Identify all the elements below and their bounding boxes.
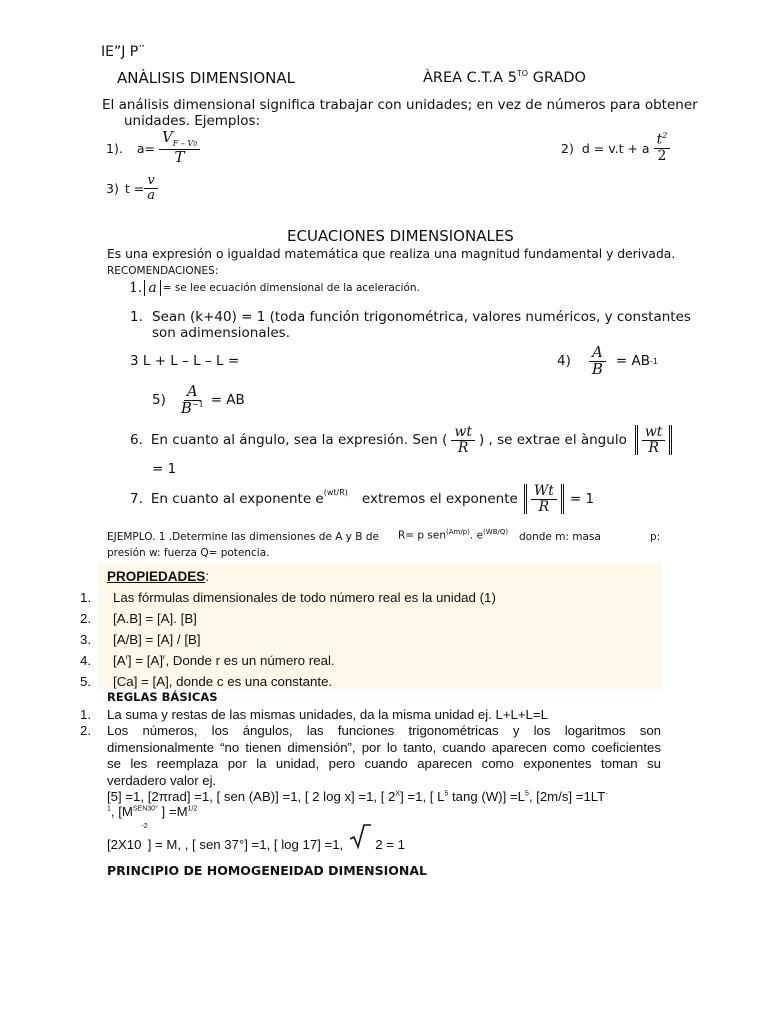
property-4: $[A^r] = [A]^r$, Donde r es un número real. (113, 653, 335, 668)
intro-line-2: unidades. Ejemplos: (124, 113, 261, 129)
school-name: IE”J P¨ (101, 44, 146, 60)
item-1-number: 1. (130, 309, 143, 325)
regla-examples-line-2: $^1$, [$M^{SEN30^\circ}$ ] $=M^{1/2}$ (107, 804, 198, 819)
ejemplo-line-1b: R= p sen$^{(Am/p)}$. $e^{(WB/Q)}$ (398, 528, 509, 542)
item-7: 7. En cuanto al exponente e $^{(wt/R)}$ extremos el exponente $\frac{Wt}{R}$ = 1 (130, 482, 595, 515)
section-heading-ecuaciones: ECUACIONES DIMENSIONALES (287, 227, 514, 245)
item-5-fraction: $\frac{A}{B^{-1}}$ (180, 381, 204, 417)
regla-2-number: 2. (80, 723, 91, 738)
item-6-angle-box: $\frac{wt}{R}$ (635, 425, 673, 455)
property-5: [Ca] = [A], donde c es una constante. (113, 674, 333, 689)
ecuaciones-definition: Es una expresión o igualdad matemática que realiza una magnitud fundamental y derivada. (107, 247, 676, 261)
area-label: ÀREA C.T.A $5^{TO}$ GRADO (423, 69, 586, 86)
example-3-fraction: $\frac{v}{a}$ (144, 174, 158, 202)
ejemplo-line-1a: EJEMPLO. 1 .Determine las dimensiones de A y B de (107, 531, 379, 543)
regla-examples-line-1: [5] =1, [2πrad] =1, [ sen (AB)] =1, [ 2 log x] =1, [ $2^X] =1$, [ $L^5$ tang $(W)] =L^5$, [2m/s] =1LT- (107, 789, 608, 804)
item-3: 3 L + L – L – L = (130, 353, 240, 369)
property-1-number: 1. (80, 590, 92, 605)
item-7-exponent-box: $\frac{Wt}{R}$ (524, 484, 564, 514)
property-4-number: 4. (80, 653, 92, 668)
principio-heading: PRINCIPIO DE HOMOGENEIDAD DIMENSIONAL (107, 863, 428, 878)
intro-line-1: El análisis dimensional significa trabajar con unidades; en vez de números para obtener (102, 97, 698, 113)
example-2-fraction: $\frac{t^2}{2}$ (654, 132, 671, 163)
reglas-heading: REGLAS BÁSICAS (107, 690, 218, 704)
page-title: ANÀLISIS DIMENSIONAL (117, 69, 295, 87)
example-3: 3) t = $\frac{v}{a}$ (106, 170, 158, 206)
item-4-fraction: $\frac{A}{B}$ (589, 345, 606, 378)
recommendations-label: RECOMENDACIONES: (107, 265, 219, 277)
regla-1: La suma y restas de las mismas unidades, da la misma unidad ej. L+L+L=L (107, 707, 548, 722)
propiedades-heading: PROPIEDADES: (107, 569, 210, 584)
example-1-fraction: $\frac{V_{F - V0}}{T}$ (159, 130, 200, 165)
property-1: Las fórmulas dimensionales de todo número real es la unidad (1) (113, 590, 496, 605)
item-6: 6. En cuanto al ángulo, sea la expresión. Sen ( $\frac{wt}{R}$ ) , se extrae el àngulo $\frac{wt}{R}$ (130, 420, 672, 460)
property-2-number: 2. (80, 611, 92, 626)
regla-examples-line-3: [2X10 -2 ] = M, , [ sen 37°] =1, [ log 17] =1, 2 = 1 (107, 823, 405, 852)
regla-1-number: 1. (80, 707, 91, 722)
regla-2-text: Los números, los ángulos, las funciones trigonométricas y los logaritmos son dimensionalmente “no tienen dimensión”, por lo tanto, cuando aparecen como coeficientes se les reemplaza por la unidad, pero cuando aparecen como exponentes toman su verdadero valor ej. (107, 723, 661, 788)
example-2: 2) d = v.t + a $\frac{t^2}{2}$ (561, 128, 670, 168)
property-3: [A/B] = [A] / [B] (113, 632, 201, 647)
square-root-icon (349, 823, 371, 852)
item-5: 5) $\frac{A}{B^{-1}}$ = AB (152, 381, 245, 417)
item-1-line-1: Sean (k+40) = 1 (toda función trigonométrica, valores numéricos, y constantes (152, 309, 691, 325)
ejemplo-line-1e: p: (650, 531, 661, 543)
item-4: 4) $\frac{A}{B}$ = AB -1 (557, 342, 658, 378)
property-3-number: 3. (80, 632, 92, 647)
item-1-line-2: son adimensionales. (152, 325, 290, 341)
property-2: [A.B] = [A]. [B] (113, 611, 197, 626)
item-6-result: = 1 (152, 461, 177, 477)
item-6-fraction: $\frac{wt}{R}$ (451, 425, 475, 455)
ejemplo-line-1d: donde m: masa (519, 531, 601, 543)
example-1: 1). a= $\frac{V_{F - V0}}{T}$ (106, 128, 200, 168)
ejemplo-line-2: presión w: fuerza Q= potencia. (107, 547, 270, 559)
recommendation-1: 1. a = se lee ecuación dimensional de la aceleración. (129, 280, 420, 296)
property-5-number: 5. (80, 674, 92, 689)
